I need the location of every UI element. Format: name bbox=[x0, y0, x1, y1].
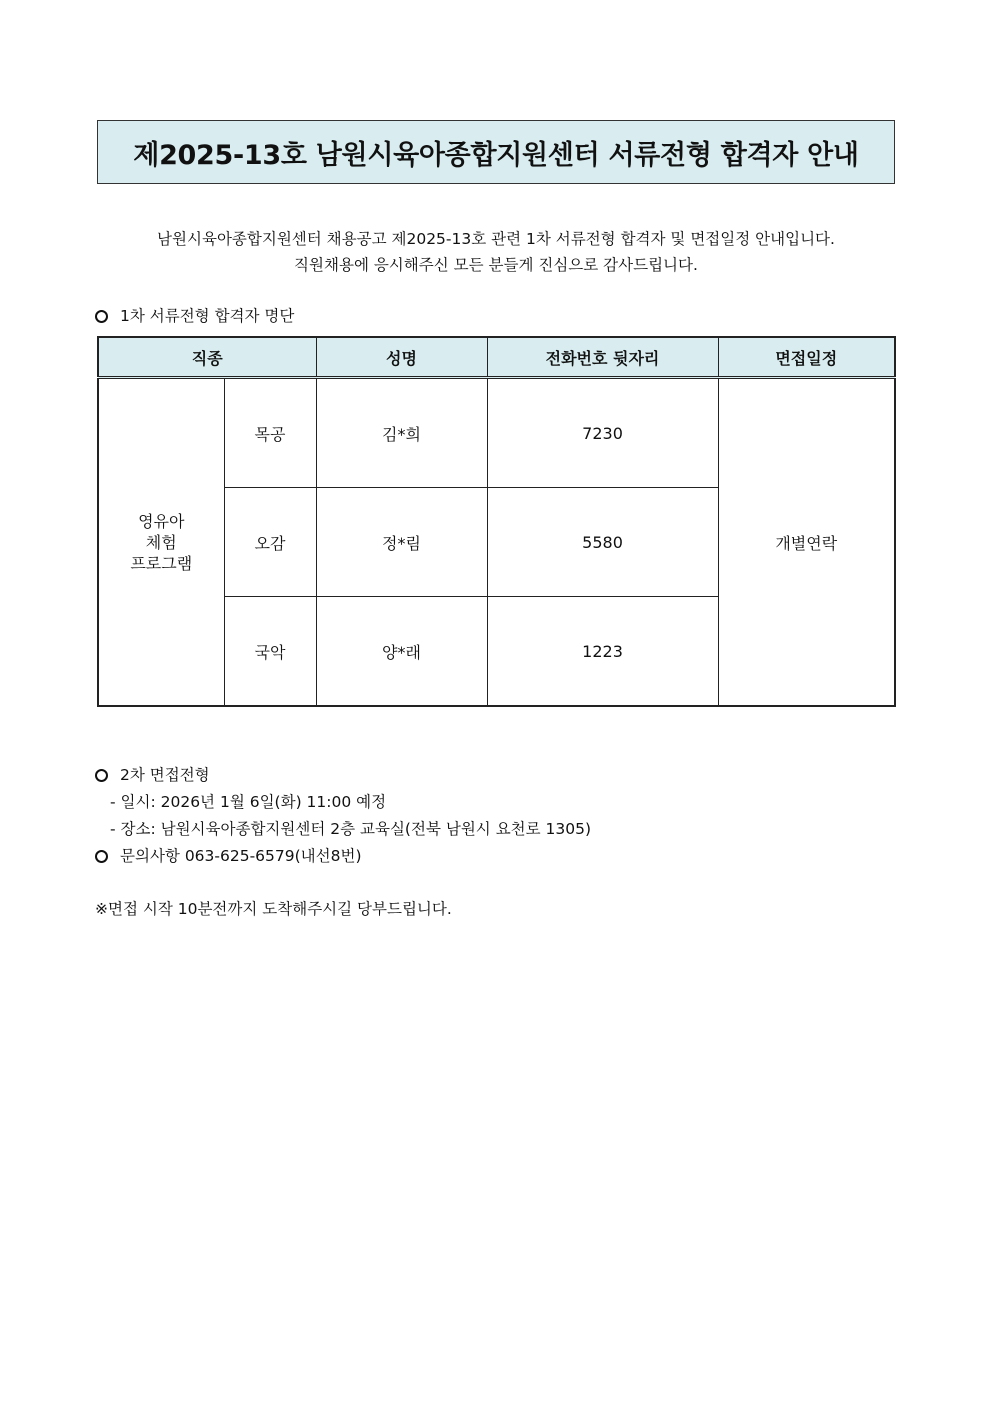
header-name: 성명 bbox=[316, 337, 487, 378]
header-phone: 전화번호 뒷자리 bbox=[487, 337, 718, 378]
phone-cell: 5580 bbox=[487, 488, 718, 597]
category-line-3: 프로그램 bbox=[130, 553, 193, 573]
phone-cell: 1223 bbox=[487, 597, 718, 707]
schedule-cell: 개별연락 bbox=[718, 378, 895, 707]
name-cell: 양*래 bbox=[316, 597, 487, 707]
header-job: 직종 bbox=[98, 337, 316, 378]
title-box bbox=[97, 120, 895, 184]
circle-bullet-icon bbox=[95, 310, 108, 323]
section2-heading bbox=[95, 764, 210, 786]
subject-cell: 목공 bbox=[224, 378, 316, 488]
section1-heading-text: 1차 서류전형 합격자 명단 bbox=[120, 307, 295, 325]
name-cell: 정*림 bbox=[316, 488, 487, 597]
contact-line bbox=[95, 845, 362, 867]
intro-line-1: 남원시육아종합지원센터 채용공고 제2025-13호 관련 1차 서류전형 합격자 및 면접일정 안내입니다. bbox=[157, 230, 835, 248]
interview-place: - 장소: 남원시육아종합지원센터 2층 교육실(전북 남원시 요천로 1305) bbox=[110, 820, 592, 838]
category-cell bbox=[98, 378, 224, 707]
subject-cell: 오감 bbox=[224, 488, 316, 597]
section1-heading bbox=[95, 305, 294, 327]
intro-text bbox=[97, 226, 895, 278]
table-row bbox=[98, 378, 895, 488]
category-line-1: 영유아 bbox=[138, 511, 185, 531]
header-schedule: 면접일정 bbox=[718, 337, 895, 378]
arrival-note: ※면접 시작 10분전까지 도착해주시길 당부드립니다. bbox=[95, 900, 452, 918]
table-header-row bbox=[98, 337, 895, 378]
page-title: 제2025-13호 남원시육아종합지원센터 서류전형 합격자 안내 bbox=[133, 139, 859, 171]
results-table bbox=[97, 336, 896, 707]
circle-bullet-icon bbox=[95, 769, 108, 782]
category-line-2: 체험 bbox=[145, 532, 177, 552]
circle-bullet-icon bbox=[95, 850, 108, 863]
interview-date: - 일시: 2026년 1월 6일(화) 11:00 예정 bbox=[110, 793, 387, 811]
subject-cell: 국악 bbox=[224, 597, 316, 707]
section2-heading-text: 2차 면접전형 bbox=[120, 766, 210, 784]
contact-text: 문의사항 063-625-6579(내선8번) bbox=[120, 847, 362, 865]
name-cell: 김*희 bbox=[316, 378, 487, 488]
intro-line-2: 직원채용에 응시해주신 모든 분들게 진심으로 감사드립니다. bbox=[294, 256, 698, 274]
phone-cell: 7230 bbox=[487, 378, 718, 488]
